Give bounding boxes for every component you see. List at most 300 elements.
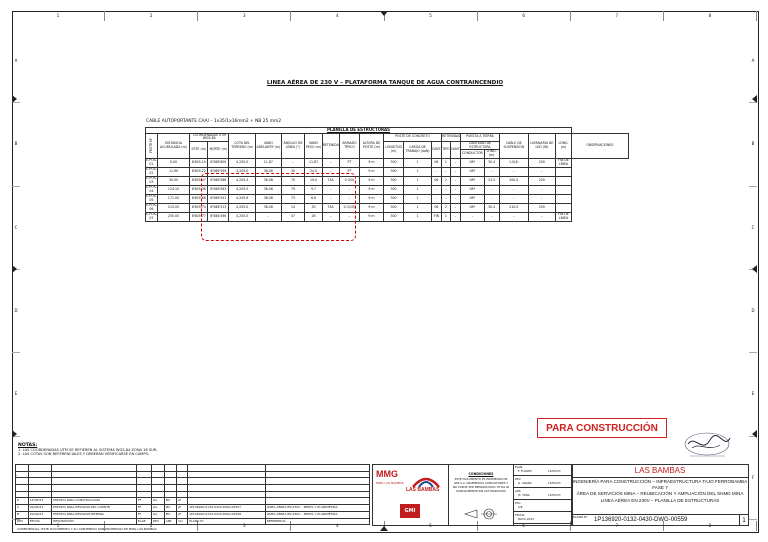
revision-cell xyxy=(16,491,29,498)
las-bambas-logo: LAS BAMBAS xyxy=(406,487,440,493)
signature-role: ESC. xyxy=(515,501,522,505)
projection-symbol-icon xyxy=(463,507,499,521)
table-heading: PLANILLA DE ESTRUCTURAS xyxy=(146,128,572,134)
signature-date: 15/05/23 xyxy=(548,493,561,497)
revision-cell: FF xyxy=(136,505,151,512)
desc-line: INGENIERÍA PARA CONSTRUCCIÓN – INFRAESTRUCTURA TAJO FERROBAMBA FASE 7 xyxy=(572,479,748,491)
signature-date: 15/05/23 xyxy=(548,469,561,473)
signature-row xyxy=(514,465,572,476)
table-cell: 300 xyxy=(383,167,404,176)
table-cell xyxy=(555,176,571,185)
center-mark-right xyxy=(752,430,757,438)
revision-header: REFERENCIA xyxy=(265,518,369,525)
desc-line: ÁREA DE SERVICIOS MINA – REUBICACIÓN Y AMPLIACIÓN DEL SHMD MINA xyxy=(576,491,744,497)
construction-stamp: PARA CONSTRUCCIÓN xyxy=(537,418,667,438)
table-cell: 300 xyxy=(383,194,404,203)
table-cell: E-POS-06 xyxy=(146,202,157,211)
table-row xyxy=(146,158,629,167)
table-cell: TAS xyxy=(322,203,339,212)
table-cell: – xyxy=(528,185,555,194)
table-cell: 8'605.22 xyxy=(190,167,208,176)
revision-cell xyxy=(136,485,151,492)
table-cell: 210.0 xyxy=(499,203,528,212)
col-retenida: RETENIDA xyxy=(322,133,339,158)
table-cell: 8'588'600 xyxy=(208,158,229,167)
table-cell: 08* xyxy=(461,185,484,194)
table-cell: 24.0 xyxy=(305,167,322,176)
table-cell: 70 xyxy=(281,176,305,185)
note-line: 1. LAS COORDENADAS UTM SE REFIEREN AL SISTEMA WGS-84 ZONA 18 SUR. xyxy=(18,448,158,452)
revision-header: ELAB xyxy=(136,518,151,525)
zone-number: 7 xyxy=(571,11,664,21)
table-cell: 30.4 xyxy=(484,203,499,212)
revision-cell xyxy=(52,471,137,478)
zone-number: 1 xyxy=(12,521,105,531)
revision-cell: EMITIDO PARA REVISIÓN DEL CLIENTE xyxy=(52,505,137,512)
col-conductor: CONDUCTOR xyxy=(461,150,484,158)
table-cell: 200 xyxy=(528,203,555,212)
table-cell: – xyxy=(450,212,461,221)
table-cell xyxy=(555,185,571,194)
table-cell: – xyxy=(322,212,339,221)
revision-cell xyxy=(188,471,266,478)
signature-date: 15/05/23 xyxy=(548,481,561,485)
table-cell: 19.0 xyxy=(305,176,322,185)
revision-cell: C xyxy=(16,505,29,512)
table-cell: 6.6 xyxy=(305,194,322,203)
revision-cell xyxy=(265,491,369,498)
revision-cell xyxy=(188,465,266,472)
revision-cell xyxy=(177,478,188,485)
table-cell: 2 xyxy=(442,176,451,185)
revision-header: REV xyxy=(151,518,164,525)
table-cell: 47 xyxy=(281,212,305,221)
table-cell: 73 xyxy=(281,194,305,203)
revision-cell: 15/05/23 xyxy=(28,498,51,505)
col-cant-r: CANT. xyxy=(450,141,461,158)
revision-header: DESCRIPCIÓN xyxy=(52,518,137,525)
revision-cell xyxy=(28,478,51,485)
table-cell: E-POS-05 xyxy=(146,193,157,202)
confidential-line: CONFIDENCIAL: ESTE DOCUMENTO Y SU CONTENIDO SON PROPIEDAD DE MMG LAS BAMBAS xyxy=(17,527,157,531)
table-cell xyxy=(555,194,571,203)
revision-cell: JP xyxy=(177,505,188,512)
table-cell: – xyxy=(484,167,499,176)
table-cell: 1 xyxy=(404,194,431,203)
revision-cell xyxy=(188,478,266,485)
table-cell: 38.06 xyxy=(256,185,281,194)
table-cell: – xyxy=(450,185,461,194)
zone-letter: A xyxy=(749,20,757,103)
revision-cell xyxy=(265,471,369,478)
revision-cell: 02/05/23 xyxy=(28,505,51,512)
table-cell: 0.00 xyxy=(157,158,189,167)
table-cell: 08* xyxy=(461,194,484,203)
table-cell: – xyxy=(528,194,555,203)
table-cell: 8'588'496 xyxy=(208,212,229,221)
center-mark-right xyxy=(752,95,757,103)
table-cell xyxy=(555,203,571,212)
zone-letter: F xyxy=(12,437,20,520)
revision-cell xyxy=(151,491,164,498)
table-cell: 11.90 xyxy=(157,167,189,176)
signature-role: ELAB. xyxy=(515,465,524,469)
revision-row xyxy=(16,505,370,512)
table-cell: 0.3(10) xyxy=(339,203,359,212)
center-mark-left xyxy=(12,265,17,273)
table-cell: 1 xyxy=(404,203,431,212)
signature-row xyxy=(514,501,572,512)
revision-cell: EMITIDO PARA REVISIÓN INTERNA xyxy=(52,511,137,518)
zone-number: 5 xyxy=(385,521,478,531)
desc-line: LINEA AÉREA EN 230V – PLANILLA DE ESTRUCTURAS xyxy=(600,497,720,503)
table-cell: 2 xyxy=(442,203,451,212)
table-cell: 124.10 xyxy=(157,185,189,194)
col-puesta: PUESTA A TIERRA xyxy=(461,133,500,141)
table-cell: 9 m xyxy=(360,176,384,185)
revision-cell: LÍNEA AÉREA EN 230V – PERFIL Y PLANIMETRÍA xyxy=(265,505,369,512)
revision-cell xyxy=(28,485,51,492)
notes-block xyxy=(18,443,218,456)
table-cell: FIN xyxy=(431,212,441,221)
zone-number: 1 xyxy=(12,11,105,21)
revision-cell xyxy=(164,478,177,485)
table-cell: 9 m xyxy=(360,203,384,212)
signature-seal xyxy=(680,430,735,460)
zone-number: 4 xyxy=(291,521,384,531)
revision-cell: 0 xyxy=(16,498,29,505)
table-cell: 1 xyxy=(404,158,431,167)
revision-row xyxy=(16,478,370,485)
revision-cell: 1P136920-0132-0430-DWG-00558 xyxy=(188,511,266,518)
table-cell: E-POS-01 xyxy=(146,157,157,166)
table-cell: 8'605.47 xyxy=(190,176,208,185)
table-cell: PT xyxy=(339,158,359,167)
revision-row xyxy=(16,491,370,498)
revision-cell xyxy=(164,491,177,498)
revision-cell xyxy=(188,485,266,492)
logo-block xyxy=(372,464,449,526)
center-mark-bottom xyxy=(380,526,388,531)
revision-cell xyxy=(16,485,29,492)
col-cant: CANT. xyxy=(431,141,441,158)
document-number-row xyxy=(572,514,748,526)
table-cell: 171.00 xyxy=(157,194,189,203)
table-cell: – xyxy=(281,158,305,167)
revision-cell xyxy=(52,478,137,485)
table-cell: 08* xyxy=(461,167,484,176)
table-cell: FIN DE LÍNEA xyxy=(555,158,571,167)
table-cell: 300 xyxy=(383,158,404,167)
col-observaciones: OBSERVACIONES xyxy=(572,133,629,158)
revision-cell: FF xyxy=(136,498,151,505)
revision-cell xyxy=(136,471,151,478)
gmi-logo: GMI xyxy=(400,504,420,518)
col-angulo: ÁNGULO DE LÍNEA (°) xyxy=(281,133,305,158)
table-cell: 1 xyxy=(404,167,431,176)
table-cell: 38.06 xyxy=(256,176,281,185)
table-cell: – xyxy=(499,167,528,176)
table-cell: – xyxy=(442,194,451,203)
col-coords: COORDENADAS UTM WGS-84 xyxy=(190,133,229,141)
col-poste: POSTE N° xyxy=(146,133,158,158)
zone-number: 2 xyxy=(105,521,198,531)
table-cell: 06 xyxy=(431,176,441,185)
zone-number: 6 xyxy=(478,521,571,531)
table-cell: – xyxy=(339,212,359,221)
zone-letter: B xyxy=(12,103,20,186)
table-cell: E-POS-04 xyxy=(146,184,157,193)
table-cell: – xyxy=(339,185,359,194)
table-cell: 9 m xyxy=(360,158,384,167)
revision-cell: LÍNEA AÉREA EN 230V – PERFIL Y PLANIMETRÍA xyxy=(265,511,369,518)
revision-cell: EMITIDO PARA CONSTRUCCIÓN xyxy=(52,498,137,505)
table-cell: 200 xyxy=(528,158,555,167)
table-cell: 26 xyxy=(305,212,322,221)
zone-number: 4 xyxy=(291,11,384,21)
table-cell: 1 xyxy=(404,185,431,194)
mmg-subtitle: MMG LAS BAMBAS xyxy=(376,481,404,485)
table-cell xyxy=(555,167,571,176)
col-norte: NORTE (m) xyxy=(208,141,229,158)
col-cable-sub: LONG. (m) xyxy=(484,150,499,158)
table-cell: 23.5 xyxy=(484,176,499,185)
table-cell: 30 xyxy=(281,167,305,176)
table-cell: 36.06 xyxy=(256,167,281,176)
table-cell: – xyxy=(450,167,461,176)
revision-cell xyxy=(151,471,164,478)
table-cell: 1 xyxy=(404,176,431,185)
revision-row xyxy=(16,471,370,478)
table-cell: 300 xyxy=(383,212,404,221)
signature-role: REV. xyxy=(515,477,522,481)
revision-row xyxy=(16,498,370,505)
table-cell: 1 xyxy=(404,212,431,221)
revision-cell xyxy=(164,485,177,492)
document-number: 1P136920-0132-0430-DWG-00559 xyxy=(594,517,688,523)
table-cell: 8'588'513 xyxy=(208,203,229,212)
signature-block xyxy=(513,464,573,526)
table-cell: 1 xyxy=(442,158,451,167)
table-cell: E-POS-03 xyxy=(146,175,157,184)
col-vano: VANO ADELANTE (m) xyxy=(256,133,281,158)
table-cell: 8'605.36 xyxy=(190,185,208,194)
table-cell: 11.87 xyxy=(256,158,281,167)
revision-cell xyxy=(28,491,51,498)
revision-header: FECHA xyxy=(28,518,51,525)
revision-cell: 1P136920-0132-0430-DWG-00557 xyxy=(188,505,266,512)
table-cell: – xyxy=(484,194,499,203)
table-cell: 4,205.4 xyxy=(229,176,256,185)
zone-letter: A xyxy=(12,20,20,103)
table-cell: 8'588'599 xyxy=(208,167,229,176)
table-cell: 08* xyxy=(461,176,484,185)
table-cell: 4,205.6 xyxy=(229,194,256,203)
zone-letter: D xyxy=(749,270,757,353)
table-cell: 9 m xyxy=(360,167,384,176)
zone-number: 5 xyxy=(385,11,478,21)
table-cell: – xyxy=(528,167,555,176)
center-mark-right xyxy=(752,265,757,273)
col-cable: CABLE DE SUSPENSIÓN xyxy=(499,133,528,158)
table-cell: 0.3(5) xyxy=(339,176,359,185)
signature-name: MAYO 2023 xyxy=(518,517,534,521)
signature-row xyxy=(514,477,572,488)
signature-name: F. FLORES xyxy=(518,469,532,473)
docno-label: PLANO N° xyxy=(573,515,588,519)
conditions-block xyxy=(448,464,514,526)
table-cell: 08* xyxy=(461,203,484,212)
col-cond-sub: CANTIDAD DE ESTRUCTURA xyxy=(461,141,500,149)
table-cell: – xyxy=(322,185,339,194)
table-cell: FIN DE LÍNEA xyxy=(555,212,571,221)
table-cell: – xyxy=(431,185,441,194)
table-cell: 4,205.0 xyxy=(229,203,256,212)
revision-cell xyxy=(28,465,51,472)
revision-cell xyxy=(265,498,369,505)
table-cell: – xyxy=(499,185,528,194)
revision-cell xyxy=(52,485,137,492)
revision-cell xyxy=(136,478,151,485)
revision-cell: GA xyxy=(151,511,164,518)
revision-header: CLI xyxy=(177,518,188,525)
table-cell: 300 xyxy=(383,176,404,185)
table-cell: 9.7 xyxy=(305,185,322,194)
table-cell: 8'605.10 xyxy=(190,158,208,167)
zone-number: 8 xyxy=(664,521,757,531)
conditions-text: ESTE DOCUMENTO ES PROPIEDAD DE GMI S.A. INGENIEROS CONSULTORES Y NO PUEDE SER REPRODUCIDO TOTAL NI PARCIALMENTE SIN AUTORIZACIÓN xyxy=(452,477,510,493)
revision-cell: JP xyxy=(177,498,188,505)
table-cell: – xyxy=(484,212,499,221)
zone-letter: D xyxy=(12,270,20,353)
col-vano-peso: VANO PESO (m) xyxy=(305,133,322,158)
col-poste-group: POSTE DE CONCRETO xyxy=(383,133,441,141)
table-cell: 255.00 xyxy=(157,212,189,221)
center-mark-left xyxy=(12,430,17,438)
revision-cell xyxy=(188,498,266,505)
table-cell: 4,205.0 xyxy=(229,167,256,176)
table-cell: 38.06 xyxy=(256,194,281,203)
signature-role: APR. xyxy=(515,489,522,493)
table-cell: 1.0(4) xyxy=(499,158,528,167)
table-cell: – xyxy=(322,194,339,203)
revision-cell xyxy=(16,478,29,485)
table-cell: 79 xyxy=(281,185,305,194)
revision-cell xyxy=(136,491,151,498)
table-cell: 8'588'563 xyxy=(208,185,229,194)
revision-cell: FF xyxy=(136,511,151,518)
table-cell: 06 xyxy=(431,203,441,212)
table-cell: PT xyxy=(339,167,359,176)
table-cell: 200.0 xyxy=(499,176,528,185)
col-altura: ALTURA DE POSTE (m) xyxy=(360,133,384,158)
zone-letter: B xyxy=(749,103,757,186)
revision-header: APR xyxy=(164,518,177,525)
zone-number: 7 xyxy=(571,521,664,531)
table-cell: – xyxy=(450,158,461,167)
zone-number: 2 xyxy=(105,11,198,21)
zone-letter: E xyxy=(749,353,757,436)
revision-cell xyxy=(177,485,188,492)
revision-row xyxy=(16,511,370,518)
revision-row xyxy=(16,465,370,472)
table-cell: – xyxy=(339,194,359,203)
revision-number: 1 xyxy=(739,515,748,526)
table-cell: 215.00 xyxy=(157,203,189,212)
revision-cell: 20/04/23 xyxy=(28,511,51,518)
table-cell: 9 m xyxy=(360,212,384,221)
table-cell: – xyxy=(322,167,339,176)
revision-row xyxy=(16,485,370,492)
table-cell: 300 xyxy=(383,185,404,194)
col-retenidas: RETENIDAS xyxy=(442,133,461,141)
revision-cell xyxy=(52,491,137,498)
table-cell: – xyxy=(256,212,281,221)
table-cell: – xyxy=(499,194,528,203)
revision-cell: MV xyxy=(164,505,177,512)
notes-title: NOTAS: xyxy=(18,443,38,448)
revision-cell xyxy=(16,471,29,478)
table-cell: – xyxy=(431,194,441,203)
center-mark-top xyxy=(380,11,388,16)
revision-cell xyxy=(265,478,369,485)
revision-cell xyxy=(151,478,164,485)
revision-cell xyxy=(177,471,188,478)
col-long: LONGITUD (m) xyxy=(383,141,404,158)
table-cell: 30 xyxy=(305,203,322,212)
table-cell: 30.4 xyxy=(484,158,499,167)
table-cell: 14 xyxy=(281,203,305,212)
revision-cell xyxy=(16,465,29,472)
table-cell: 200 xyxy=(528,176,555,185)
col-luminaria: LUMINARIA DE LED (W) xyxy=(528,133,555,158)
client-name: LAS BAMBAS xyxy=(572,465,748,478)
project-description xyxy=(572,479,748,504)
table-cell: – xyxy=(461,212,484,221)
table-cell: – xyxy=(442,185,451,194)
revision-header: REV xyxy=(16,518,29,525)
signature-row xyxy=(514,513,572,524)
revision-cell: GA xyxy=(151,505,164,512)
signature-name: G. ARANA xyxy=(518,481,532,485)
table-cell: 08* xyxy=(461,158,484,167)
revision-cell: MV xyxy=(164,511,177,518)
table-cell: 1 xyxy=(442,212,451,221)
cable-subtitle: CABLE AUTOPORTANTE CAAI – 1x35/1x16mm2 + NB 25 mm2 xyxy=(146,119,282,124)
table-cell: 06 xyxy=(431,158,441,167)
revision-cell: MV xyxy=(164,498,177,505)
note-line: 2. LAS COTAS SON REFERENCIALES Y DEBERÁN VERIFICARSE EN CAMPO. xyxy=(18,452,150,456)
mmg-logo: MMG xyxy=(376,469,398,479)
table-cell: 8'605.74 xyxy=(190,203,208,212)
col-long-c: LONG. (m) xyxy=(555,133,571,158)
zone-letter: C xyxy=(12,187,20,270)
table-cell: 300 xyxy=(383,203,404,212)
zone-number: 3 xyxy=(198,11,291,21)
revision-cell xyxy=(151,465,164,472)
conditions-title: CONDICIONES xyxy=(468,472,494,476)
zone-number: 6 xyxy=(478,11,571,21)
col-este: ESTE (m) xyxy=(190,141,208,158)
signature-row xyxy=(514,489,572,500)
table-cell: 8'605.68 xyxy=(190,194,208,203)
highlight-box xyxy=(201,173,356,241)
col-tipo-r: TIPO xyxy=(442,141,451,158)
revision-cell xyxy=(164,471,177,478)
revision-cell xyxy=(265,465,369,472)
revision-header: PLANO N° xyxy=(188,518,266,525)
table-cell: E-POS-02 xyxy=(146,166,157,175)
